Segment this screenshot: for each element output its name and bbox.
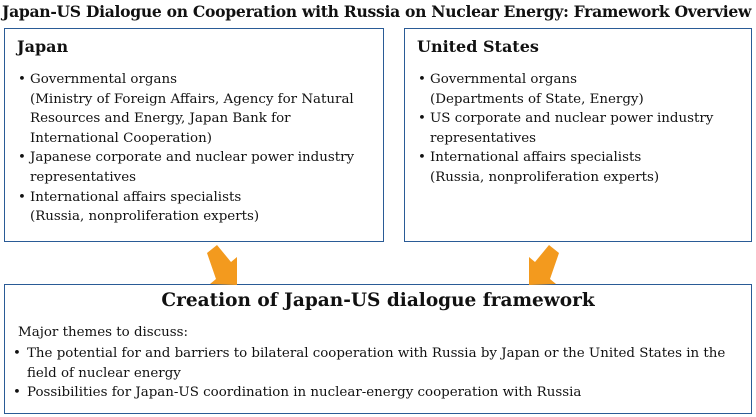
japan-heading: Japan <box>17 37 69 56</box>
themes-label: Major themes to discuss: <box>18 325 189 340</box>
themes-list <box>10 344 740 403</box>
item-text: International affairs specialists <box>430 150 642 166</box>
japan-box <box>4 28 384 242</box>
item-text: Japanese corporate and nuclear power industry representatives <box>30 150 355 185</box>
item-detail: (Russia, nonproliferation experts) <box>30 209 260 225</box>
item-text: Governmental organs <box>430 72 577 87</box>
japan-to-framework-arrow-icon <box>207 245 237 285</box>
list-item <box>416 109 742 148</box>
bullet-icon: • <box>13 385 21 401</box>
list-item <box>10 383 740 403</box>
united-states-participant-list <box>416 70 742 188</box>
bullet-icon: • <box>418 111 426 127</box>
japan-participant-list <box>16 70 372 227</box>
list-item <box>16 148 372 187</box>
item-text: Governmental organs <box>30 72 177 87</box>
framework-heading: Creation of Japan-US dialogue framework <box>161 290 595 311</box>
item-detail: (Ministry of Foreign Affairs, Agency for Natural Resources and Energy, Japan Bank for International Cooperation) <box>30 91 354 146</box>
list-item <box>416 148 742 187</box>
us-to-framework-arrow-icon <box>529 245 559 285</box>
bullet-icon: • <box>18 72 26 87</box>
united-states-heading: United States <box>417 37 539 56</box>
bullet-icon: • <box>18 189 26 205</box>
bullet-icon: • <box>18 150 26 166</box>
list-item <box>416 70 742 109</box>
item-text: International affairs specialists <box>30 189 242 205</box>
theme-text: Possibilities for Japan-US coordination in nuclear-energy cooperation with Russia <box>27 385 582 401</box>
framework-box <box>4 284 752 414</box>
list-item <box>16 188 372 227</box>
diagram-title: Japan-US Dialogue on Cooperation with Russia on Nuclear Energy: Framework Overview <box>2 2 752 21</box>
item-detail: (Departments of State, Energy) <box>430 91 644 107</box>
item-text: US corporate and nuclear power industry representatives <box>430 111 714 146</box>
bullet-icon: • <box>418 150 426 166</box>
bullet-icon: • <box>418 72 426 87</box>
united-states-box <box>404 28 752 242</box>
theme-text: The potential for and barriers to bilateral cooperation with Russia by Japan or the United States in the field of nuclear energy <box>27 346 726 381</box>
list-item <box>10 344 740 383</box>
item-detail: (Russia, nonproliferation experts) <box>430 169 660 185</box>
list-item <box>16 70 372 148</box>
bullet-icon: • <box>13 346 21 361</box>
